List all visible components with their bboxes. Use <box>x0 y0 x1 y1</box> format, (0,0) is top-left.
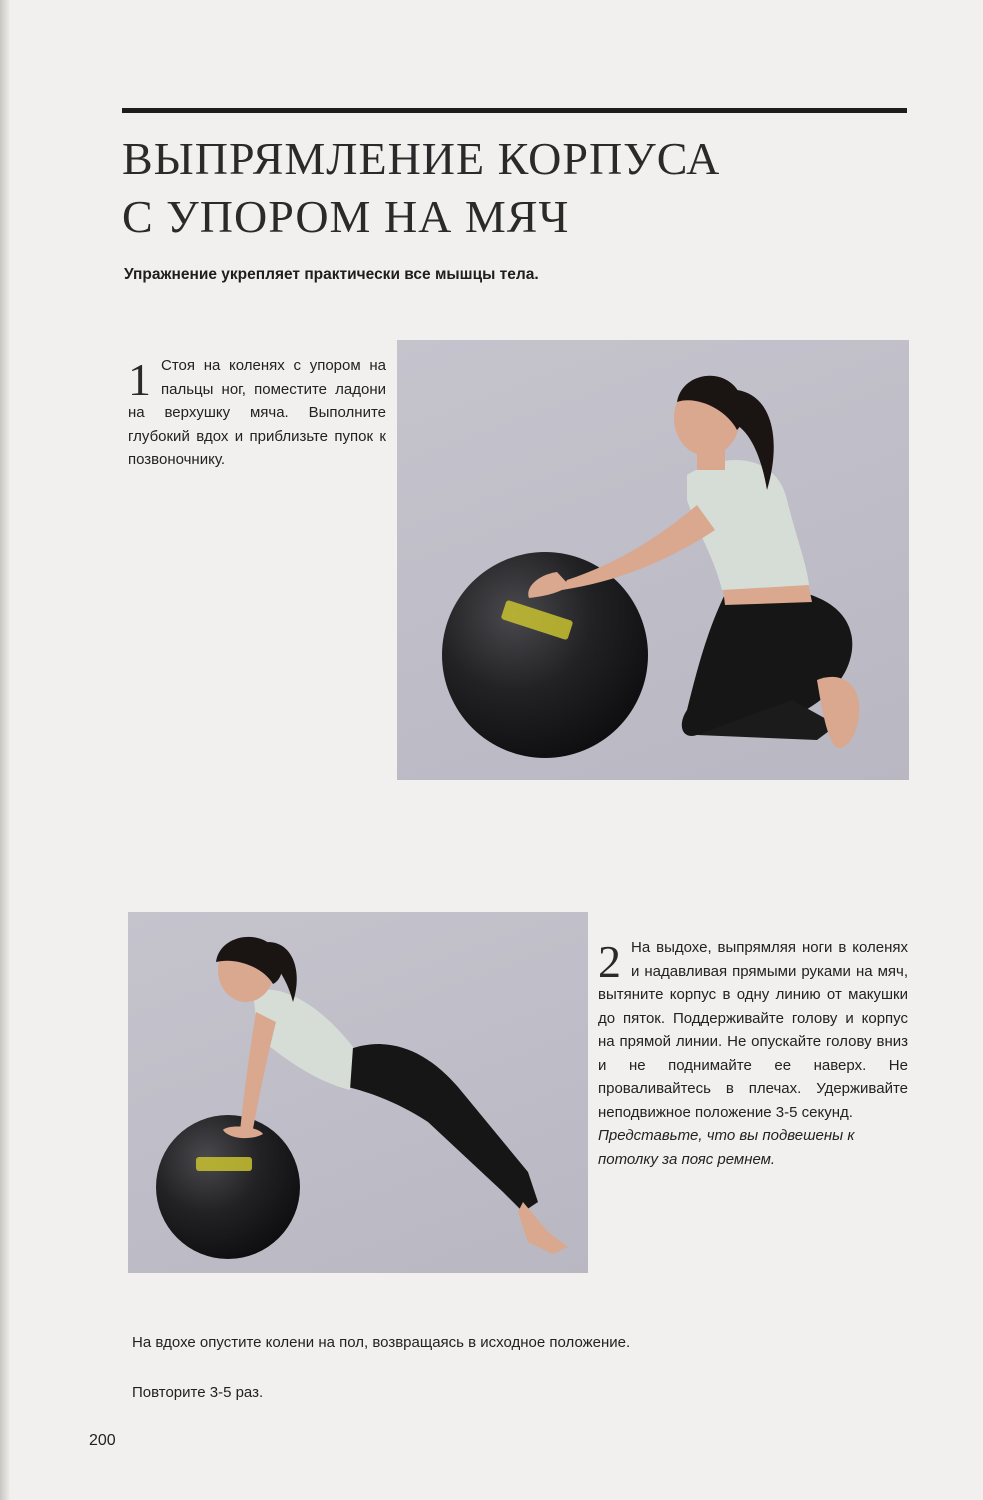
footer-instruction: На вдохе опустите колени на пол, возвращаясь в исходное положение. <box>132 1334 631 1351</box>
page-title <box>122 130 907 246</box>
step-2-tip: Представьте, что вы подвешены к потолку за пояс ремнем. <box>598 1127 855 1168</box>
plank-woman-with-ball-illustration <box>128 912 588 1273</box>
page-spine-shadow <box>0 0 10 1500</box>
step-1 <box>128 354 386 472</box>
exercise-ball-icon <box>156 1115 300 1259</box>
page-number: 200 <box>89 1432 116 1449</box>
step-1-text: Стоя на коленях с упором на пальцы ног, поместите ладони на верхушку мяча. Выполните глубокий вдох и приблизьте пупок к позвоночнику. <box>128 357 386 468</box>
step-1-number: 1 <box>128 354 151 405</box>
step-2 <box>598 936 908 1171</box>
footer-repeat: Повторите 3-5 раз. <box>132 1384 264 1401</box>
kneeling-woman-with-ball-illustration <box>397 340 909 780</box>
title-line-1: ВЫПРЯМЛЕНИЕ КОРПУСА <box>122 133 721 184</box>
step-2-number: 2 <box>598 936 621 987</box>
title-line-2: С УПОРОМ НА МЯЧ <box>122 191 570 242</box>
header-rule <box>122 108 907 113</box>
exercise-subtitle: Упражнение укрепляет практически все мышцы тела. <box>124 266 539 283</box>
photo-step-1-kneeling <box>397 340 909 780</box>
photo-step-2-plank <box>128 912 588 1273</box>
step-2-text: На выдохе, выпрямляя ноги в коленях и надавливая прямыми руками на мяч, вытяните корпус в одну линию от макушки до пяток. Поддерживайте голову и корпус на прямой линии. Не опускайте голову вниз и не поднимайте ее наверх. Не проваливайтесь в плечах. Удерживайте неподвижное положение 3-5 секунд. <box>598 939 908 1121</box>
